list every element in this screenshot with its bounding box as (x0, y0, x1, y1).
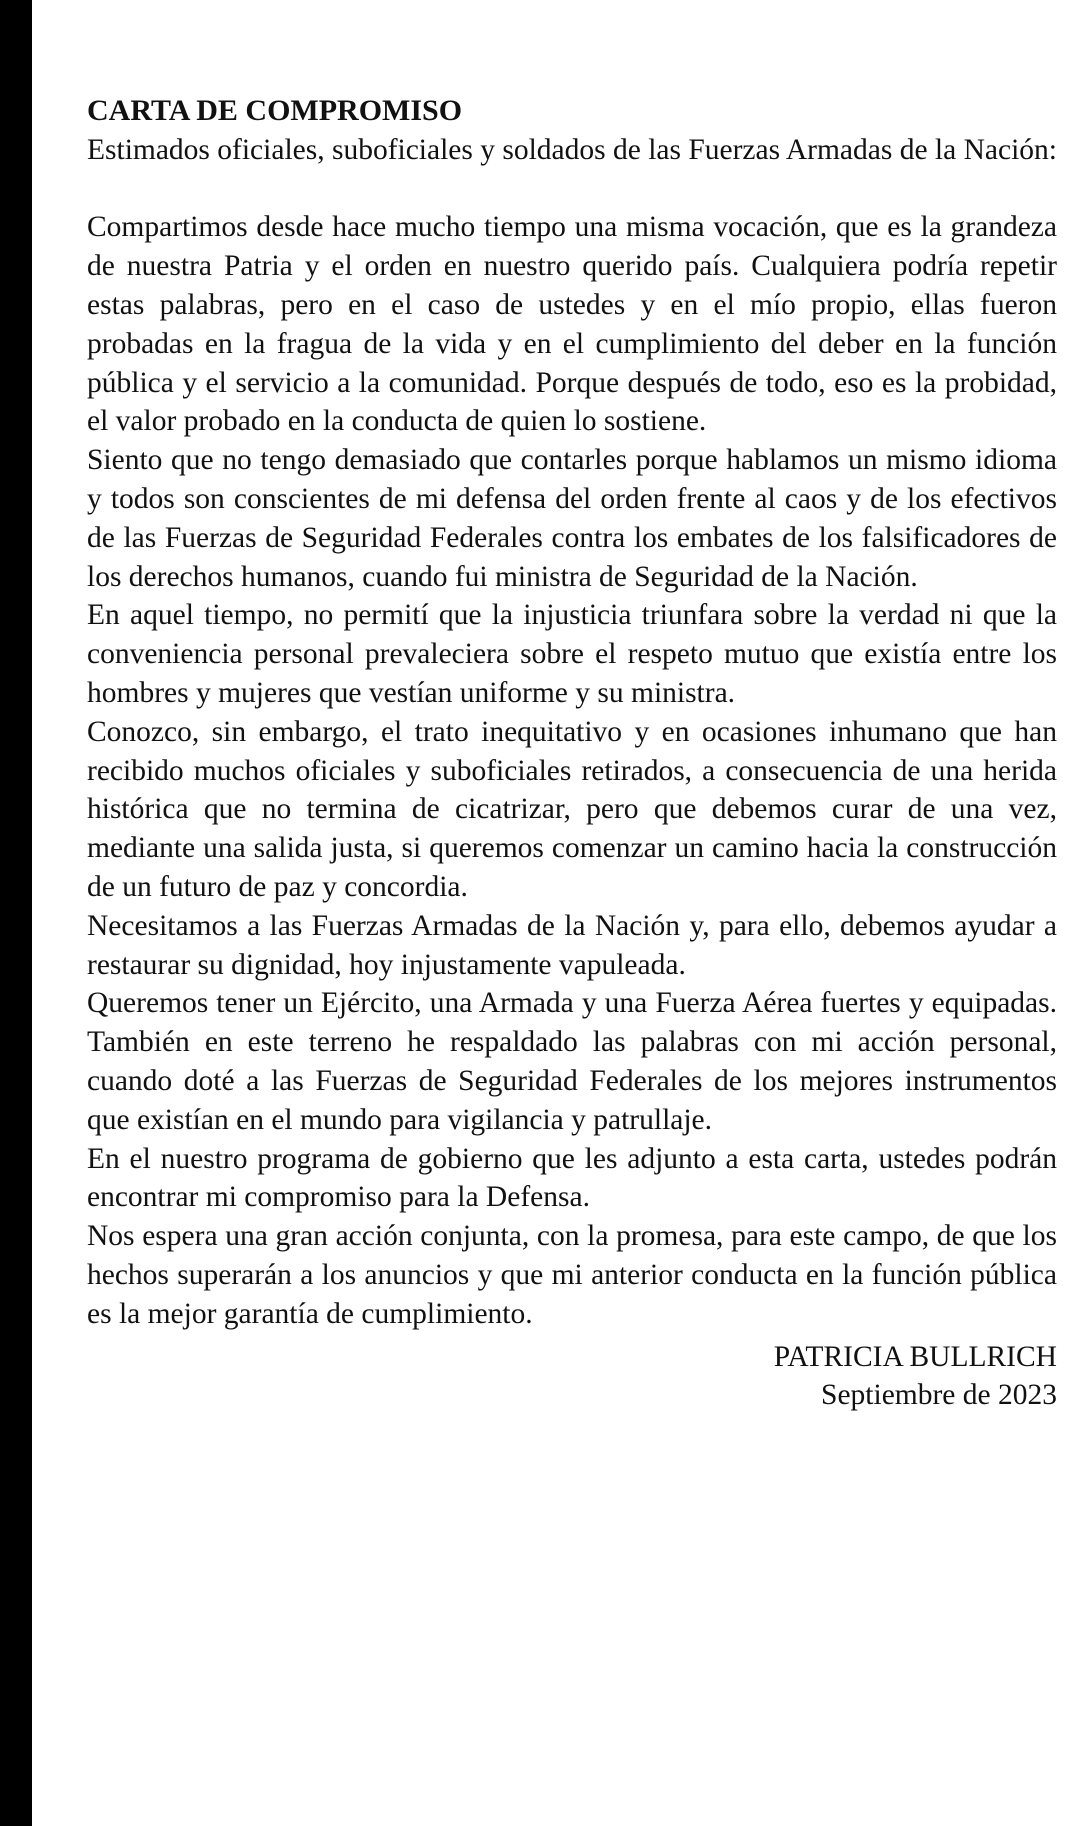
paragraph-spacer (87, 170, 1057, 209)
paragraph-vocation: Compartimos desde hace mucho tiempo una misma vocación, que es la grandeza de nuestra Patria y el orden en nuestro querido país. Cualquiera podría repetir estas palabras, pero en el caso de ustedes y en el mío propio, ellas fueron probadas en la fragua de la vida y en el cumplimiento del deber en la función pública y el servicio a la comunidad. Porque después de todo, eso es la probidad, el valor probado en la conducta de quien lo sostiene. (87, 211, 1057, 438)
signature-name: PATRICIA BULLRICH (773, 1340, 1057, 1373)
letter-content (87, 92, 1057, 1415)
letter-page (32, 0, 1074, 1826)
paragraph-unfair-treatment: Conozco, sin embargo, el trato inequitativo y en ocasiones inhumano que han recibido muchos oficiales y suboficiales retirados, a consecuencia de una herida histórica que no termina de cicatrizar, pero que debemos curar de una vez, mediante una salida justa, si queremos comenzar un camino hacia la construcción de un futuro de paz y concordia. (87, 715, 1057, 903)
letter-greeting: Estimados oficiales, suboficiales y soldados de las Fuerzas Armadas de la Nación: (87, 133, 1057, 166)
paragraph-ministry-time: En aquel tiempo, no permití que la injusticia triunfara sobre la verdad ni que la conveniencia personal prevaleciera sobre el respeto mutuo que existía entre los hombres y mujeres que vestían uniforme y su ministra. (87, 599, 1057, 709)
paragraph-equipped-forces: Queremos tener un Ejército, una Armada y una Fuerza Aérea fuertes y equipadas. También en este terreno he respaldado las palabras con mi acción personal, cuando doté a las Fuerzas de Seguridad Federales de los mejores instrumentos que existían en el mundo para vigilancia y patrullaje. (87, 987, 1057, 1136)
signature-date: Septiembre de 2023 (821, 1379, 1057, 1412)
paragraph-joint-action: Nos espera una gran acción conjunta, con la promesa, para este campo, de que los hechos superarán a los anuncios y que mi anterior conducta en la función pública es la mejor garantía de cumplimiento. (87, 1220, 1057, 1330)
paragraph-defense-of-order: Siento que no tengo demasiado que contarles porque hablamos un mismo idioma y todos son conscientes de mi defensa del orden frente al caos y de los efectivos de las Fuerzas de Seguridad Federales contra los embates de los falsificadores de los derechos humanos, cuando fui ministra de Seguridad de la Nación. (87, 444, 1057, 593)
paragraph-restore-dignity: Necesitamos a las Fuerzas Armadas de la Nación y, para ello, debemos ayudar a restaurar su dignidad, hoy injustamente vapuleada. (87, 909, 1057, 981)
letter-title: CARTA DE COMPROMISO (87, 94, 463, 127)
paragraph-government-program: En el nuestro programa de gobierno que les adjunto a esta carta, ustedes podrán encontrar mi compromiso para la Defensa. (87, 1142, 1057, 1214)
signature-block (87, 1338, 1057, 1416)
